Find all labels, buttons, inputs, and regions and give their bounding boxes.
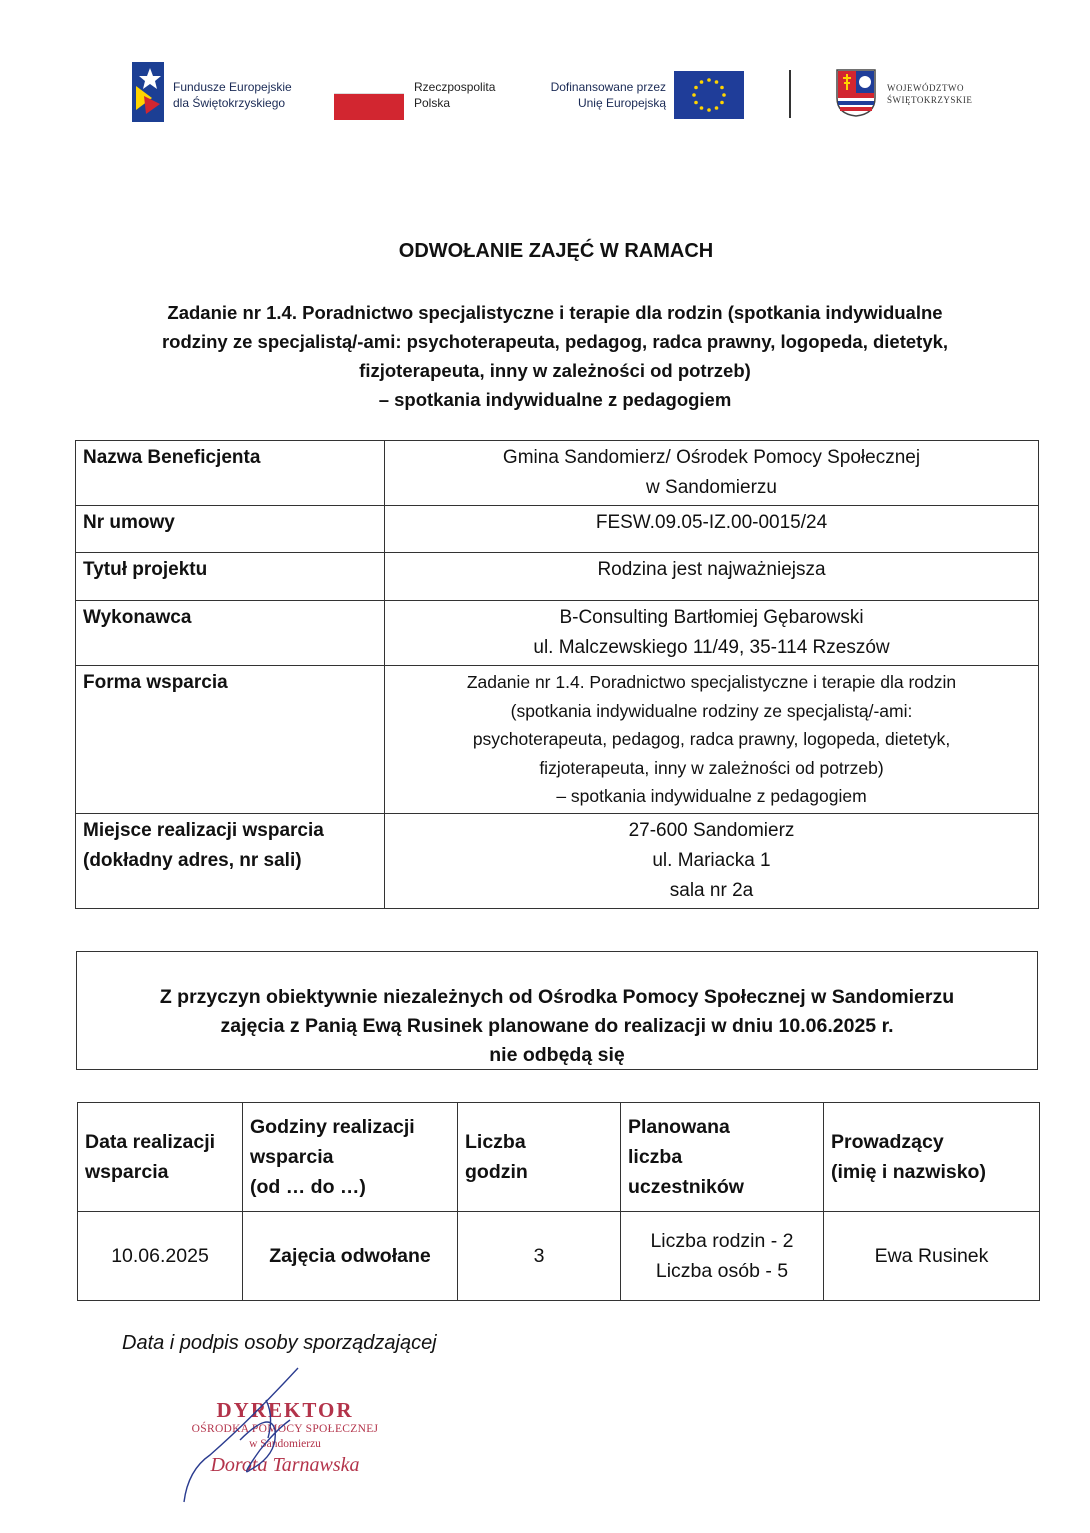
eu-star: [694, 101, 698, 105]
eu-star: [707, 78, 711, 82]
logo-separator: [789, 70, 791, 118]
row-label: Wykonawca: [76, 601, 385, 666]
signature-label: Data i podpis osoby sporządzającej: [122, 1332, 437, 1354]
table-row: [76, 441, 1039, 506]
eu-star: [720, 101, 724, 105]
row-value: B-Consulting Bartłomiej Gębarowski ul. Malczewskiego 11/49, 35-114 Rzeszów: [385, 601, 1039, 666]
header-leader: Prowadzący (imię i nazwisko): [824, 1103, 1040, 1212]
project-info-table: [75, 440, 1039, 909]
row-label: Nr umowy: [76, 506, 385, 553]
row-value: Gmina Sandomierz/ Ośrodek Pomocy Społecznej w Sandomierzu: [385, 441, 1039, 506]
row-value: 27-600 Sandomierz ul. Mariacka 1 sala nr 2a: [385, 813, 1039, 908]
eu-stars-icon: [674, 71, 744, 119]
eu-star: [694, 86, 698, 90]
header-date: Data realizacji wsparcia: [78, 1103, 243, 1212]
header-count: Liczba godzin: [458, 1103, 621, 1212]
director-stamp: DYREKTOR OŚRODKA POMOCY SPOŁECZNEJ w Sandomierzu Dorota Tarnawska: [191, 1398, 379, 1476]
eu-star: [722, 93, 726, 97]
table-row: [76, 506, 1039, 553]
rzeczpospolita-label: Rzeczpospolita Polska: [414, 80, 496, 110]
row-value: Rodzina jest najważniejsza: [385, 553, 1039, 601]
cancellation-notice: Z przyczyn obiektywnie niezależnych od Ośrodka Pomocy Społecznej w Sandomierzu zajęcia z Panią Ewą Rusinek planowane do realizacji w dniu 10.06.2025 r. nie odbędą się: [76, 951, 1038, 1070]
schedule-table: [77, 1102, 1040, 1301]
row-label: Miejsce realizacji wsparcia (dokładny adres, nr sali): [76, 813, 385, 908]
row-value: Zadanie nr 1.4. Poradnictwo specjalistyczne i terapie dla rodzin (spotkania indywidualne rodziny ze specjalistą/-ami: psychoterapeuta, pedagog, radca prawny, logopeda, dietetyk, fizjoterapeuta, inny w zależności od potrzeb) – spotkania indywidualne z pedagogiem: [385, 666, 1039, 814]
header-participants: Planowana liczba uczestników: [621, 1103, 824, 1212]
cell-participants: Liczba rodzin - 2 Liczba osób - 5: [621, 1212, 824, 1301]
cell-hours: Zajęcia odwołane: [243, 1212, 458, 1301]
header-hours: Godziny realizacji wsparcia (od … do …): [243, 1103, 458, 1212]
eu-flag: [674, 71, 744, 119]
eu-star: [715, 106, 719, 110]
document-subtitle: Zadanie nr 1.4. Poradnictwo specjalistyczne i terapie dla rodzin (spotkania indywidualne rodziny ze specjalistą/-ami: psychoterapeuta, pedagog, radca prawny, logopeda, dietetyk, fizjoterapeuta, inny w zależności od potrzeb) – spotkania indywidualne z pedagogiem: [161, 302, 949, 410]
eu-star: [715, 80, 719, 84]
row-label: Tytuł projektu: [76, 553, 385, 601]
table-row: [76, 666, 1039, 814]
coat-of-arms-icon: [835, 68, 877, 118]
table-row: [78, 1212, 1040, 1301]
row-label: Forma wsparcia: [76, 666, 385, 814]
eu-star: [692, 93, 696, 97]
wojewodztwo-label: WOJEWÓDZTWO ŚWIĘTOKRZYSKIE: [887, 83, 973, 105]
cell-date: 10.06.2025: [78, 1212, 243, 1301]
table-header-row: [78, 1103, 1040, 1212]
star-icon: [132, 62, 164, 122]
cell-leader: Ewa Rusinek: [824, 1212, 1040, 1301]
eu-star: [700, 106, 704, 110]
eu-star: [707, 108, 711, 112]
document-title: ODWOŁANIE ZAJĘĆ W RAMACH: [398, 240, 714, 262]
row-value: FESW.09.05-IZ.00-0015/24: [385, 506, 1039, 553]
table-row: [76, 601, 1039, 666]
eu-cofinanced-label: Dofinansowane przez Unię Europejską: [550, 80, 666, 110]
fundusze-europejskie-logo: [132, 62, 164, 122]
row-label: Nazwa Beneficjenta: [76, 441, 385, 506]
table-row: [76, 553, 1039, 601]
eu-star: [720, 86, 724, 90]
fundusze-europejskie-label: Fundusze Europejskie dla Świętokrzyskiego: [173, 80, 292, 110]
cell-count: 3: [458, 1212, 621, 1301]
table-row: [76, 813, 1039, 908]
handwritten-signature: [180, 1360, 360, 1510]
rzeczpospolita-flag: [334, 93, 404, 120]
eu-star: [700, 80, 704, 84]
